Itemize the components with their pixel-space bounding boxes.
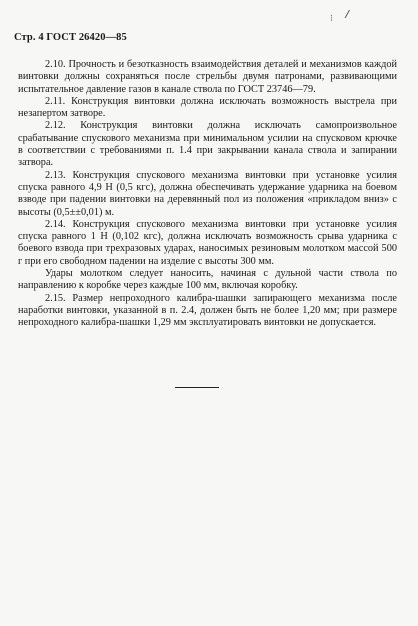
paragraph-2-10: 2.10. Прочность и безотказность взаимодействия деталей и механизмов каждой винтовки должны сохраняться после стрельбы двумя патронами, развивающими испытательное давление газов в канале ствола по ГОСТ 23746—79. [18, 59, 397, 95]
paragraph-2-15: 2.15. Размер непроходного калибра-шашки запирающего механизма после наработки винтовки, указанной в п. 2.4, должен быть не более 1,20 мм; при размере непроходного калибра-шашки 1,29 мм эксплуатировать винтовки не допускается. [18, 292, 397, 329]
page-header: Стр. 4 ГОСТ 26420—85 [14, 32, 127, 43]
corner-slash: / [344, 10, 351, 22]
paragraph-2-12: 2.12. Конструкция винтовки должна исключать самопроизвольное срабатывание спускового механизма при минимальном усилии на спусковом крючке в соответствии с требованиями п. 1.4 при закрывании канала ствола и запирании затвора. [18, 120, 397, 169]
corner-dots: ⁝ [330, 14, 333, 24]
paragraph-2-14-note: Удары молотком следует наносить, начиная с дульной части ствола по направлению к коробке через каждые 100 мм, включая коробку. [18, 268, 397, 292]
paragraph-2-11: 2.11. Конструкция винтовки должна исключать возможность выстрела при незапертом затворе. [18, 95, 397, 120]
paragraph-2-14: 2.14. Конструкция спускового механизма винтовки при установке усилия спуска равного 1 Н (0,102 кгс), должна исключать возможность срыва ударника с боевого взвода при трехразовых ударах, наносимых резиновым молотком массой 500 г при его свободном падении на изделие с высоты 300 мм. [18, 218, 397, 267]
document-body [18, 59, 397, 330]
paragraph-2-13: 2.13. Конструкция спускового механизма винтовки при установке усилия спуска равного 4,9 Н (0,5 кгс), должна обеспечивать удержание ударника на боевом взводе при падении винтовки на деревянный пол из положения «прикладом вниз» с высоты (0,5±±0,01) м. [18, 169, 397, 218]
corner-marks [330, 10, 351, 24]
section-divider [175, 387, 219, 388]
